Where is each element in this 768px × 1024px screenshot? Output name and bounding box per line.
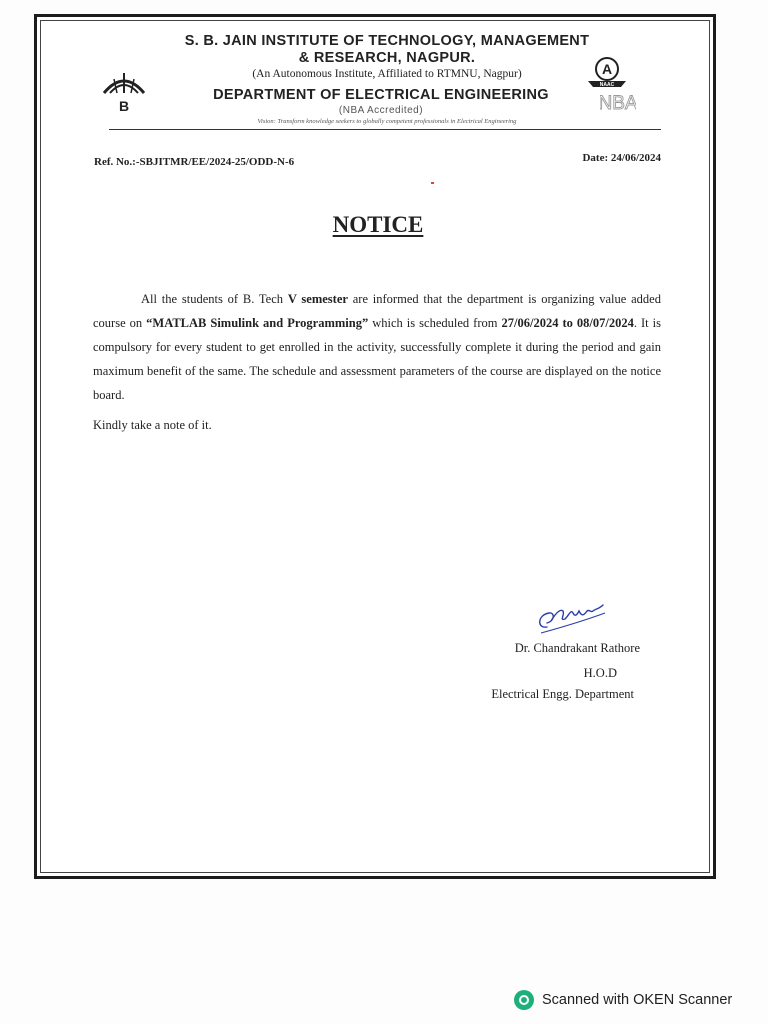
body-semester: V semester	[287, 292, 348, 306]
notice-title: NOTICE	[332, 212, 424, 237]
body-text-1: All the students of B. Tech	[141, 292, 288, 306]
naac-logo-text: NAAC	[599, 82, 615, 88]
closing-line: Kindly take a note of it.	[93, 418, 212, 432]
body-text-3: are informed that the department is organizing value added course on	[93, 292, 661, 330]
body-text-7: . It is compulsory for every student to get enrolled in the activity, successfully complete it during the period and gain maximum benefit of the same. The schedule and assessment parameters of the course are displayed on the notice board.	[93, 316, 661, 402]
signatory-department: Electrical Engg. Department	[491, 687, 634, 701]
nba-logo-text: NBA	[600, 93, 636, 114]
notice-date: Date: 24/06/2024	[582, 152, 661, 164]
vision-statement: Vision: Transform knowledge seekers to globally competent professionals in Electrical Engineering	[257, 118, 517, 125]
document-inner-border	[40, 20, 710, 873]
letterhead-divider	[109, 129, 661, 130]
reference-number: Ref. No.:-SBJITMR/EE/2024-25/ODD-N-6	[94, 156, 295, 168]
handwritten-signature	[533, 601, 613, 642]
notice-body	[93, 287, 661, 407]
document-frame	[34, 14, 716, 879]
department-name: DEPARTMENT OF ELECTRICAL ENGINEERING	[213, 87, 549, 103]
institute-name-line1: S. B. JAIN INSTITUTE OF TECHNOLOGY, MANAGEMENT	[184, 33, 590, 49]
logo-left-letter: B	[118, 98, 130, 114]
body-dates: 27/06/2024 to 08/07/2024	[501, 316, 634, 330]
nba-logo	[600, 89, 636, 120]
scanner-watermark	[514, 990, 732, 1010]
accreditation-label: (NBA Accredited)	[338, 105, 424, 116]
scanner-label: Scanned with OKEN Scanner	[542, 992, 733, 1008]
institute-affiliation: (An Autonomous Institute, Affiliated to RTMNU, Nagpur)	[252, 68, 522, 80]
scanner-logo-icon	[514, 990, 534, 1010]
body-text-5: which is scheduled from	[368, 316, 502, 330]
ink-mark	[431, 182, 434, 184]
institute-name-line2: & RESEARCH, NAGPUR.	[298, 50, 476, 66]
naac-logo-letter: A	[601, 61, 613, 77]
signatory-name: Dr. Chandrakant Rathore	[514, 641, 640, 655]
body-course-name: “MATLAB Simulink and Programming”	[146, 316, 369, 330]
signatory-title: H.O.D	[583, 666, 617, 680]
